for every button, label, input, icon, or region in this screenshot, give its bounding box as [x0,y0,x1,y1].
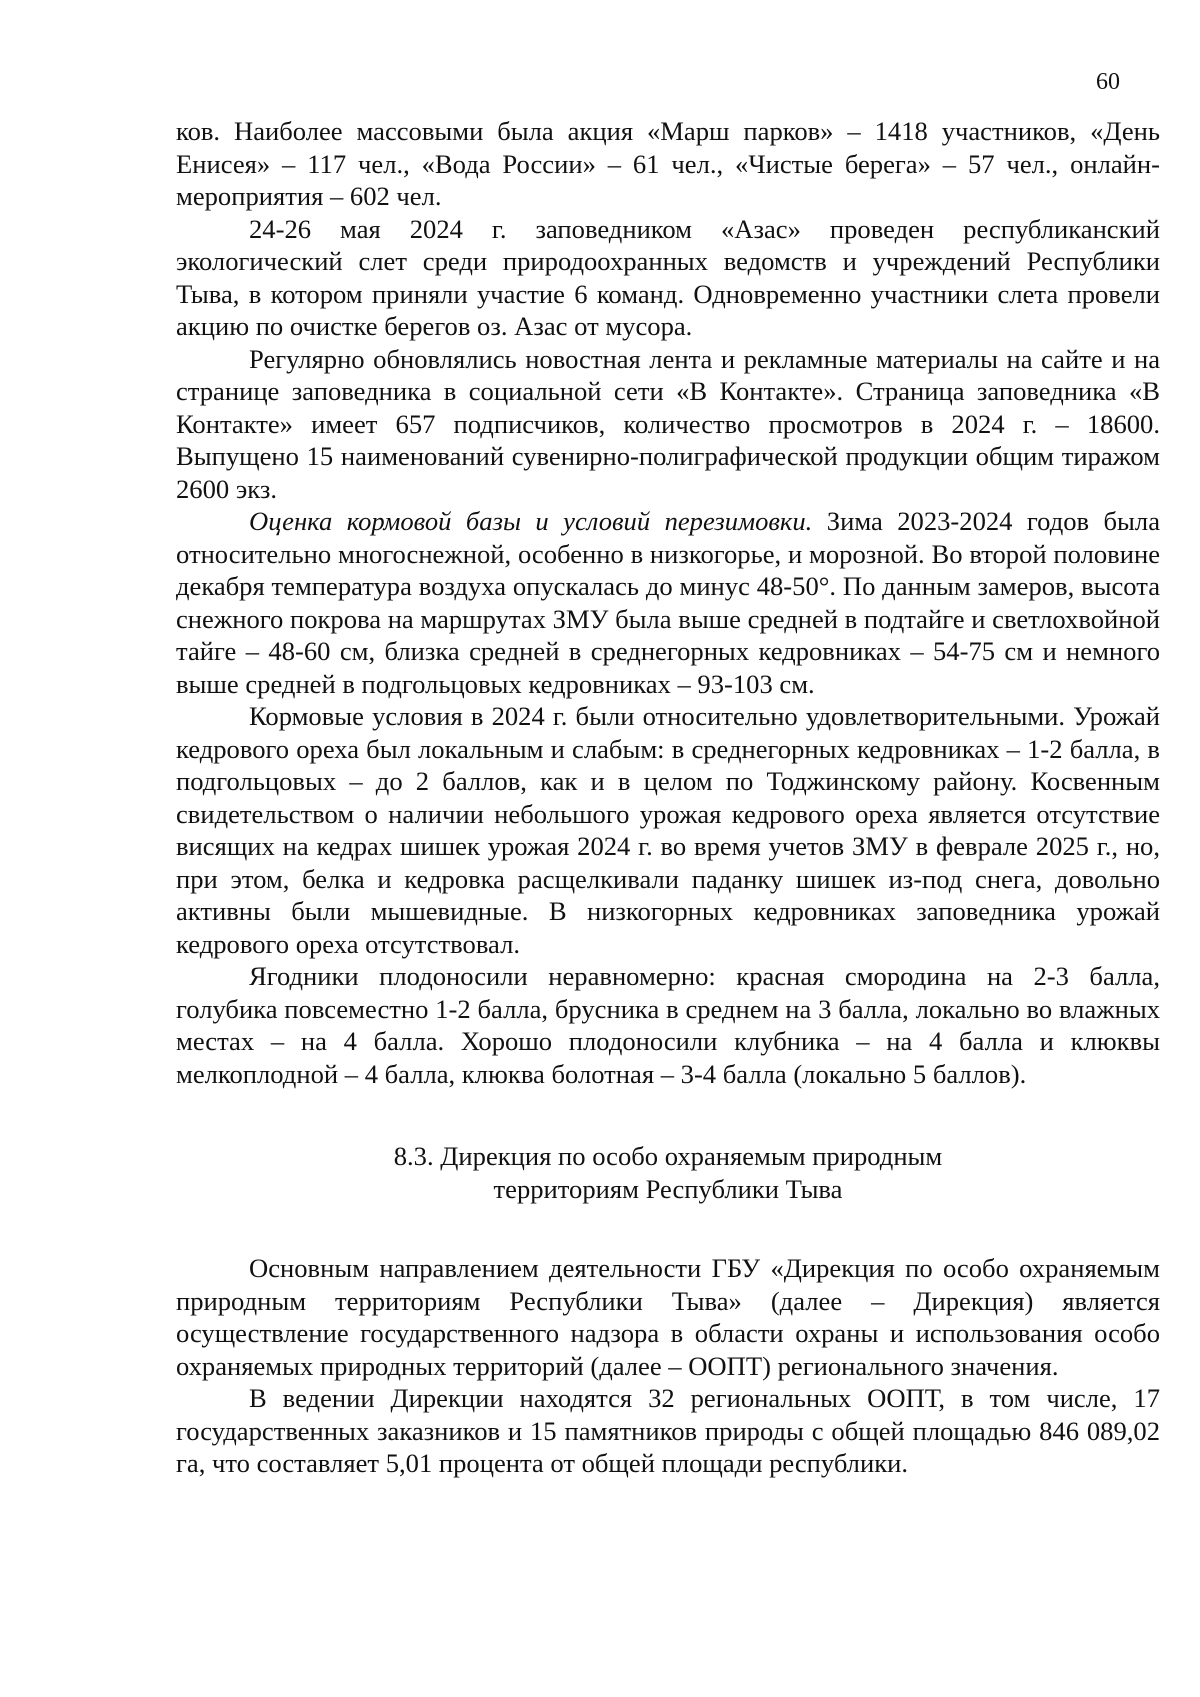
paragraph-text: Основным направлением деятельности ГБУ «Дирекция по особо охраняемым природным территориям Республики Тыва» (далее – Дирекция) является осуществление государственного надзора в области охраны и использования особо охраняемых природных территорий (далее – ООПТ) регионального значения. [176,1253,1160,1381]
paragraph-text: Зима 2023-2024 годов была относительно многоснежной, особенно в низкогорье, и морозной. Во второй половине декабря температура воздуха опускалась до минус 48-50°. По данным замеров, высота снежного покрова на маршрутах ЗМУ была выше средней в подтайге и светлохвойной тайге – 48-60 см, близка средней в среднегорных кедровниках – 54-75 см и немного выше средней в подгольцовых кедровниках – 93-103 см. [176,506,1161,699]
paragraph-winter-assessment [176,505,1160,700]
paragraph-text: 24-26 мая 2024 г. заповедником «Азас» проведен республиканский экологический слет среди природоохранных ведомств и учреждений Республики Тыва, в котором приняли участие 6 команд. Одновременно участники слета провели акцию по очистке берегов оз. Азас от мусора. [176,213,1160,341]
document-body [176,115,1160,1480]
paragraph-text: Ягодники плодоносили неравномерно: красная смородина на 2-3 балла, голубика повсеместно 1-2 балла, брусника в среднем на 3 балла, локально во влажных местах – на 4 балла. Хорошо плодоносили клубника – на 4 балла и клюквы мелкоплодной – 4 балла, клюква болотная – 3-4 балла (локально 5 баллов). [176,961,1160,1089]
paragraph-directorate-territories [176,1382,1160,1480]
paragraph-text: В ведении Дирекции находятся 32 региональных ООПТ, в том числе, 17 государственных заказников и 15 памятников природы с общей площадью 846 089,02 га, что составляет 5,01 процента от общей площади республики. [176,1383,1160,1478]
paragraph-text: ков. Наиболее массовыми была акция «Марш парков» – 1418 участников, «День Енисея» – 117 чел., «Вода России» – 61 чел., «Чистые берега» – 57 чел., онлайн-мероприятия – 602 чел. [176,116,1160,211]
paragraph-social-media [176,343,1160,506]
page-number: 60 [1096,69,1120,95]
section-heading [176,1140,1160,1206]
paragraph-text: Кормовые условия в 2024 г. были относительно удовлетворительными. Урожай кедрового ореха был локальным и слабым: в среднегорных кедровниках – 1-2 балла, в подгольцовых – до 2 баллов, как и в целом по Тоджинскому району. Косвенным свидетельством о наличии небольшого урожая кедрового ореха является отсутствие висящих на кедрах шишек урожая 2024 г. во время учетов ЗМУ в феврале 2025 г., но, при этом, белка и кедровка расщелкивали паданку шишек из-под снега, довольно активны были мышевидные. В низкогорных кедровниках заповедника урожай кедрового ореха отсутствовал. [176,701,1160,959]
paragraph-ecological-rally [176,213,1160,343]
paragraph-feeding-conditions [176,700,1160,960]
paragraph-text: Регулярно обновлялись новостная лента и рекламные материалы на сайте и на странице заповедника в социальной сети «В Контакте». Страница заповедника «В Контакте» имеет 657 подписчиков, количество просмотров в 2024 г. – 18600. Выпущено 15 наименований сувенирно-полиграфической продукции общим тиражом 2600 экз. [176,343,1160,504]
section-heading-line-1: 8.3. Дирекция по особо охраняемым природным [393,1141,943,1171]
paragraph-directorate-purpose [176,1252,1160,1382]
paragraph-berries [176,960,1160,1090]
paragraph-events-continuation [176,115,1160,213]
paragraph-lead-italic: Оценка кормовой базы и условий перезимовки. [249,506,813,536]
section-heading-line-2: территориям Республики Тыва [493,1174,843,1204]
